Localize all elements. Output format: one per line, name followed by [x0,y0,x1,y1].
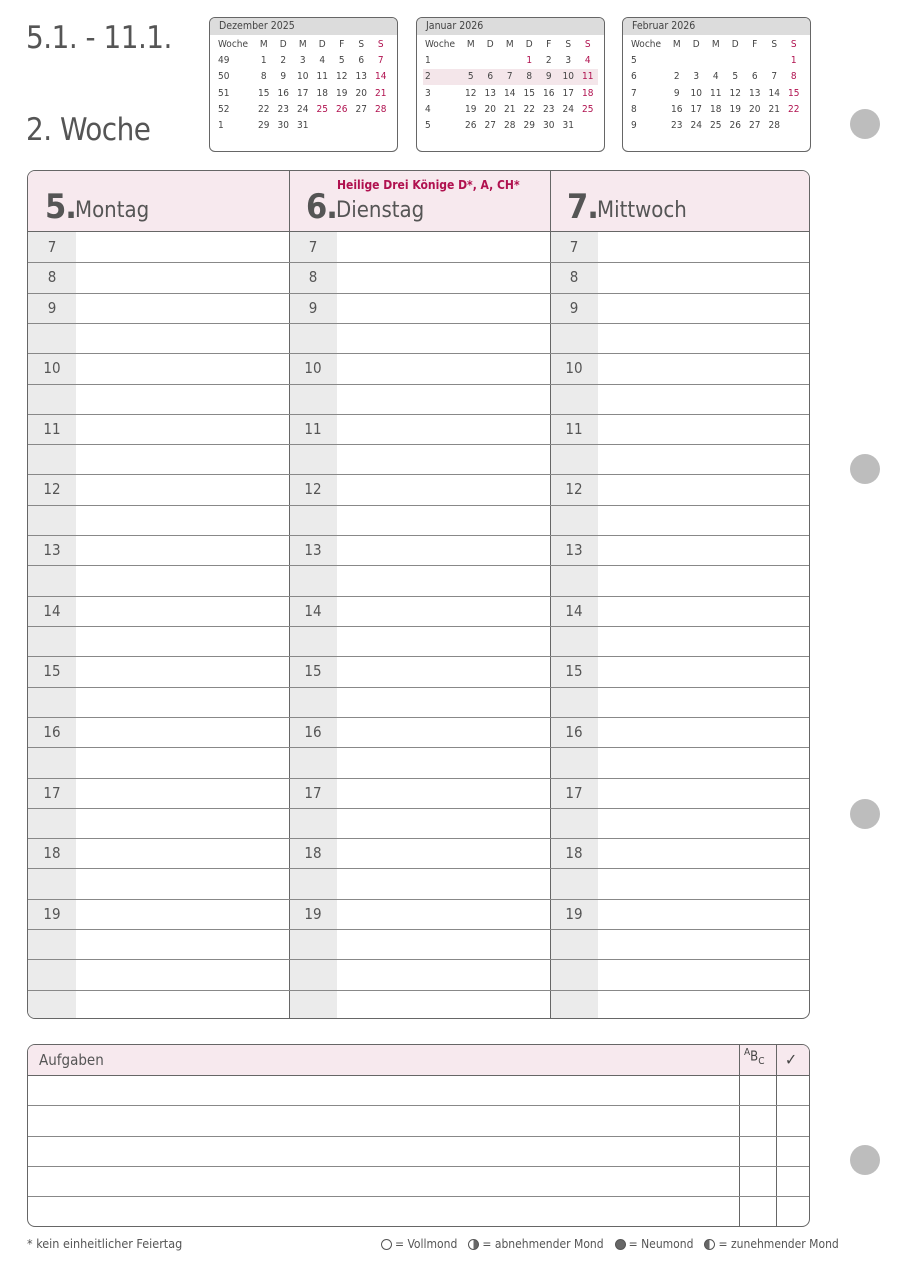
hour-label: 19 [304,904,322,923]
legend-text: = Vollmond [395,1237,458,1251]
mini-calendar-cell: 17 [297,87,309,99]
mini-calendar-cell: 5 [461,69,481,85]
mini-calendar-cell: 5 [732,71,739,83]
time-slot[interactable] [28,778,809,808]
mini-calendar-cell: 7 [377,54,384,66]
mini-calendar-cell: 29 [523,120,535,132]
time-slot[interactable] [28,505,809,535]
mini-calendar-cell: 19 [729,103,741,115]
mini-calendar-header-cell: D [318,38,326,50]
mini-calendar-cell: 19 [465,103,477,115]
mini-calendar-cell: 14 [768,87,780,99]
mini-calendar-title: Dezember 2025 [210,18,397,35]
tasks-box [27,1044,810,1227]
mini-calendar-cell: 15 [523,87,535,99]
waning-moon-icon [468,1239,479,1250]
hour-label: 17 [304,783,322,802]
hour-label: 16 [565,722,583,741]
time-slot[interactable] [28,474,809,504]
hour-label: 11 [565,419,583,438]
mini-calendar-cell [687,52,707,68]
full-moon-icon [381,1239,392,1250]
hour-label: 17 [565,783,583,802]
time-slot[interactable] [28,596,809,626]
task-row[interactable] [28,1106,739,1136]
mini-calendar-cell: 50 [218,71,230,83]
mini-calendar-header-cell: M [672,38,681,50]
mini-calendar-cell: 15 [258,87,270,99]
mini-calendar-header-cell: F [546,38,552,50]
hour-label: 19 [43,904,61,923]
new-moon-icon [615,1239,626,1250]
mini-calendar-cell: 9 [280,71,287,83]
mini-calendar-cell: 11 [578,69,598,85]
mini-calendar-cell: 10 [559,69,579,85]
mini-calendar-cell: 27 [355,103,367,115]
mini-calendar [622,17,811,152]
hour-label: 9 [308,298,318,317]
mini-calendar-cell: 7 [500,69,520,85]
day-number: 6. [306,187,337,227]
day-name: Dienstag [336,198,425,223]
mini-calendar-cell: 8 [790,71,797,83]
mini-calendar-cell: 13 [355,71,367,83]
mini-calendar-header-cell: M [298,38,307,50]
mini-calendar-cell: 23 [277,103,289,115]
mini-calendar-cell: 3 [693,71,700,83]
mini-calendar-header-cell: S [358,38,365,50]
time-slot[interactable] [28,808,809,838]
mini-calendar-row [423,85,598,101]
mini-calendar-table [423,36,598,134]
hour-label: 10 [565,359,583,378]
mini-calendar-cell: 6 [631,71,637,83]
mini-calendar-header-row [629,36,804,52]
hour-label: 18 [304,844,322,863]
abc-priority-icon: $^AB_C$ [744,1047,765,1067]
footnote: * kein einheitlicher Feiertag [27,1236,183,1251]
mini-calendar-cell: 18 [582,87,594,99]
mini-calendar-cell: 1 [526,54,533,66]
legend-text: = abnehmender Mond [482,1237,604,1251]
mini-calendar-header-cell: S [771,38,778,50]
mini-calendar-cell [726,52,746,68]
mini-calendar-cell: 5 [425,120,431,132]
mini-calendar-row [216,69,391,85]
mini-calendar-cell: 28 [504,120,516,132]
mini-calendar-row [629,101,804,117]
hour-label: 7 [47,238,57,256]
hour-label: 11 [304,419,322,438]
mini-calendar-cell [745,52,765,68]
mini-calendar-row [629,117,804,133]
hour-label: 8 [569,268,579,287]
mini-calendar-header-cell: S [584,38,591,50]
hour-label: 12 [43,480,61,499]
mini-calendar-header-row [216,36,391,52]
mini-calendar-cell [461,52,481,68]
mini-calendar-header-cell: F [752,38,758,50]
mini-calendar-row [629,69,804,85]
mini-calendar-row [629,52,804,68]
mini-calendar-cell: 19 [336,87,348,99]
mini-calendar-cell: 14 [375,71,387,83]
mini-calendar-cell: 1 [790,54,797,66]
hour-label: 16 [43,722,61,741]
mini-calendar-cell: 17 [690,103,702,115]
mini-calendar-cell: 3 [565,54,572,66]
mini-calendar-cell: 1 [425,54,431,66]
mini-calendar-cell: 20 [355,87,367,99]
time-slot[interactable] [28,262,809,292]
time-slot[interactable] [28,323,809,353]
mini-calendar-header-cell: Woche [631,38,661,50]
mini-calendar-cell: 27 [749,120,761,132]
hour-label: 15 [43,662,61,681]
mini-calendar-row [216,52,391,68]
mini-calendar-cell: 22 [788,103,800,115]
hour-label: 13 [43,541,61,560]
hour-label: 18 [565,844,583,863]
mini-calendar-cell [371,117,391,133]
task-row[interactable] [28,1137,739,1167]
hour-label: 18 [43,844,61,863]
mini-calendar-header-cell: M [505,38,514,50]
mini-calendar-cell: 2 [545,54,552,66]
mini-calendar-cell [706,52,726,68]
mini-calendar-cell: 13 [749,87,761,99]
mini-calendar-cell: 28 [375,103,387,115]
time-slot[interactable] [28,899,809,929]
mini-calendar-cell: 11 [316,71,328,83]
punch-hole [850,454,880,484]
time-slot[interactable] [28,565,809,595]
mini-calendar-header-cell: D [279,38,287,50]
mini-calendar-cell: 26 [465,120,477,132]
mini-calendar-cell: 8 [631,103,637,115]
mini-calendar-cell: 30 [543,120,555,132]
time-slot[interactable] [28,868,809,898]
mini-calendar-cell: 2 [673,71,680,83]
mini-calendar-cell: 25 [710,120,722,132]
legend-item [468,1237,603,1251]
mini-calendar-cell: 18 [710,103,722,115]
hour-label: 14 [304,601,322,620]
mini-calendar-cell: 23 [671,120,683,132]
mini-calendar-cell: 5 [338,54,345,66]
mini-calendar-cell: 4 [712,71,719,83]
mini-calendar-cell [332,117,352,133]
mini-calendar-cell: 10 [690,87,702,99]
mini-calendar-cell: 31 [562,120,574,132]
mini-calendar-cell: 22 [523,103,535,115]
mini-calendar-cell: 30 [277,120,289,132]
hour-label: 9 [47,298,57,317]
mini-calendar-cell: 16 [671,103,683,115]
time-slot[interactable] [28,687,809,717]
day-number: 7. [567,187,598,227]
mini-calendar-cell: 24 [690,120,702,132]
mini-calendar-cell: 51 [218,87,230,99]
mini-calendar-cell: 2 [423,69,461,85]
mini-calendar-cell: 1 [260,54,267,66]
mini-calendar [209,17,398,152]
mini-calendar-cell: 31 [297,120,309,132]
mini-calendar-cell: 26 [729,120,741,132]
time-slot[interactable] [28,384,809,414]
mini-calendar-cell: 20 [749,103,761,115]
hour-label: 17 [43,783,61,802]
mini-calendar-cell: 8 [520,69,540,85]
day-header [289,171,550,232]
mini-calendar-cell [500,52,520,68]
mini-calendar-cell: 17 [562,87,574,99]
mini-calendar-cell: 16 [543,87,555,99]
punch-hole [850,109,880,139]
legend-text: = zunehmender Mond [718,1237,839,1251]
mini-calendar-cell: 12 [729,87,741,99]
mini-calendar-cell: 26 [336,103,348,115]
mini-calendar-cell [667,52,687,68]
day-header [550,171,810,232]
mini-calendar-cell: 21 [375,87,387,99]
day-name: Mittwoch [597,198,687,223]
mini-calendar-header-cell: M [711,38,720,50]
mini-calendar-cell: 16 [277,87,289,99]
tasks-header [28,1045,809,1076]
week-number: 2. Woche [26,112,151,148]
time-slot[interactable] [28,353,809,383]
hour-label: 10 [43,359,61,378]
task-row[interactable] [28,1076,739,1106]
mini-calendar-cell: 24 [297,103,309,115]
hour-label: 10 [304,359,322,378]
mini-calendar-cell: 18 [316,87,328,99]
mini-calendar-header-cell: Woche [425,38,455,50]
mini-calendar-cell: 22 [258,103,270,115]
mini-calendar-row [423,101,598,117]
mini-calendar-cell: 15 [788,87,800,99]
task-row[interactable] [28,1167,739,1197]
mini-calendar-table [629,36,804,134]
mini-calendar-cell: 29 [258,120,270,132]
moon-legend [381,1237,850,1251]
hour-label: 8 [47,268,57,287]
mini-calendar-cell: 2 [280,54,287,66]
mini-calendar-header-cell: S [377,38,384,50]
task-row[interactable] [28,1197,739,1227]
punch-hole [850,1145,880,1175]
mini-calendar-header-cell: M [466,38,475,50]
legend-item [615,1237,694,1251]
tasks-label: Aufgaben [39,1051,104,1069]
mini-calendar-header-cell: D [525,38,533,50]
day-number: 5. [45,187,76,227]
time-slot[interactable] [28,717,809,747]
mini-calendar-row [423,52,598,68]
time-slot[interactable] [28,990,809,1019]
mini-calendar-cell: 28 [768,120,780,132]
hour-label: 7 [569,238,579,256]
mini-calendar-cell: 5 [631,54,637,66]
punch-hole [850,799,880,829]
mini-calendar-table [216,36,391,134]
mini-calendar-cell: 52 [218,103,230,115]
time-slot[interactable] [28,747,809,777]
time-slot[interactable] [28,444,809,474]
legend-item [381,1237,457,1251]
date-range: 5.1. - 11.1. [26,20,172,56]
waxing-moon-icon [704,1239,715,1250]
check-icon: ✓ [785,1050,798,1069]
day-name: Montag [75,198,150,223]
mini-calendar-header-cell: D [731,38,739,50]
time-slot[interactable] [28,232,809,262]
legend-text: = Neumond [628,1237,694,1251]
hour-label: 13 [565,541,583,560]
mini-calendar-cell: 11 [710,87,722,99]
mini-calendar-cell: 3 [299,54,306,66]
mini-calendar-cell: 25 [582,103,594,115]
mini-calendar-title: Februar 2026 [623,18,810,35]
hour-label: 11 [43,419,61,438]
hour-label: 7 [308,238,318,256]
mini-calendar-cell [578,117,598,133]
mini-calendar-cell: 9 [673,87,680,99]
mini-calendar-cell: 21 [504,103,516,115]
mini-calendar-cell: 12 [336,71,348,83]
time-slot[interactable] [28,929,809,959]
mini-calendar-cell [352,117,372,133]
time-slot[interactable] [28,293,809,323]
mini-calendar-row [216,85,391,101]
hour-label: 13 [304,541,322,560]
mini-calendar-header-cell: D [486,38,494,50]
mini-calendar-row [216,117,391,133]
mini-calendar-cell: 4 [425,103,431,115]
mini-calendar-row [629,85,804,101]
mini-calendar-header-cell: F [339,38,345,50]
hour-label: 15 [565,662,583,681]
mini-calendar-cell: 23 [543,103,555,115]
mini-calendar-row [423,69,598,85]
holiday-label: Heilige Drei Könige D*, A, CH* [337,178,520,192]
hour-label: 19 [565,904,583,923]
time-slot[interactable] [28,535,809,565]
mini-calendar-cell [784,117,804,133]
hour-label: 15 [304,662,322,681]
mini-calendar-cell: 21 [768,103,780,115]
time-slot[interactable] [28,626,809,656]
mini-calendar-cell [765,52,785,68]
legend-item [704,1237,838,1251]
mini-calendar-cell [481,52,501,68]
mini-calendar-cell: 6 [751,71,758,83]
mini-calendar-cell: 49 [218,54,230,66]
hour-label: 12 [304,480,322,499]
mini-calendar-cell: 27 [484,120,496,132]
mini-calendar-header-cell: S [790,38,797,50]
mini-calendar-header-cell: D [692,38,700,50]
time-slot[interactable] [28,959,809,989]
hour-label: 16 [304,722,322,741]
hour-label: 14 [565,601,583,620]
mini-calendar-row [423,117,598,133]
mini-calendar-cell: 1 [218,120,224,132]
mini-calendar-header-cell: S [565,38,572,50]
mini-calendar-cell: 14 [504,87,516,99]
mini-calendar-cell: 3 [425,87,431,99]
mini-calendar [416,17,605,152]
mini-calendar-cell: 9 [539,69,559,85]
mini-calendar-cell: 13 [484,87,496,99]
time-slot[interactable] [28,656,809,686]
time-slot[interactable] [28,838,809,868]
mini-calendar-title: Januar 2026 [417,18,604,35]
mini-calendar-cell: 7 [631,87,637,99]
mini-calendar-cell: 9 [631,120,637,132]
mini-calendar-cell: 6 [481,69,501,85]
mini-calendar-cell: 10 [297,71,309,83]
mini-calendar-cell: 24 [562,103,574,115]
hour-label: 8 [308,268,318,287]
mini-calendar-header-cell: Woche [218,38,248,50]
mini-calendar-header-row [423,36,598,52]
mini-calendar-cell: 4 [319,54,326,66]
mini-calendar-cell: 4 [584,54,591,66]
time-slot[interactable] [28,414,809,444]
mini-calendar-cell [313,117,333,133]
mini-calendar-row [216,101,391,117]
mini-calendar-cell: 12 [465,87,477,99]
mini-calendar-cell: 8 [260,71,267,83]
hour-label: 9 [569,298,579,317]
mini-calendar-cell: 6 [358,54,365,66]
mini-calendar-cell: 20 [484,103,496,115]
hour-label: 12 [565,480,583,499]
day-header [28,171,289,232]
hour-label: 14 [43,601,61,620]
mini-calendar-cell: 25 [316,103,328,115]
week-day-grid [27,170,810,1019]
mini-calendar-cell: 7 [771,71,778,83]
mini-calendar-header-cell: M [259,38,268,50]
